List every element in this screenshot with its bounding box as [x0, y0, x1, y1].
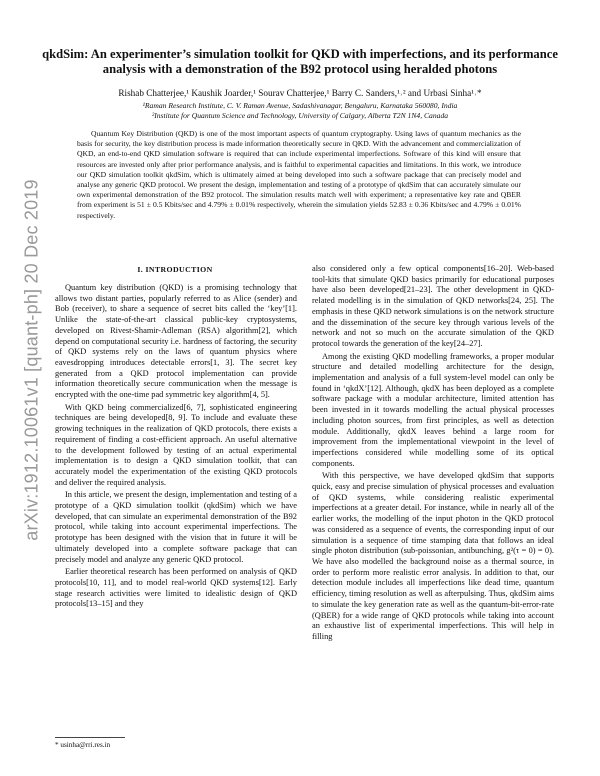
paragraph: Earlier theoretical research has been performed on analysis of QKD protocols[10, 11], and to model real-world QKD systems[12]. Early stage research activities were limited to idealistic design of QKD protocols[13–15] and they: [55, 567, 297, 609]
footnote-email[interactable]: * usinha@rri.res.in: [55, 741, 111, 749]
affiliations: [40, 101, 560, 121]
paragraph: Quantum key distribution (QKD) is a promising technology that allows two distant parties, popularly referred to as Alice (sender) and Bob (receiver), to share a sequence of secret bits called the ‘key’[1]. Unlike the state-of-the-art classical public-key cryptosystems, developed on Rivest-Shamir-Adleman (RSA) algorithm[2], which depend on computational security i.e. hardness of factoring, the security of QKD systems rely on the laws of quantum physics where eavesdropping introduces detectable errors[1, 3]. The secret key generated from a QKD protocol implementation can provide information theoretically secure communication when the message is encrypted with the one-time pad symmetric key algorithm[4, 5].: [55, 283, 297, 400]
arxiv-stamp: [12, 150, 52, 570]
paragraph: With QKD being commercialized[6, 7], sophisticated engineering techniques are being developed[8, 9]. To include and evaluate these growing techniques in the realization of QKD protocols, there exists a requirement of finding a cost-efficient approach. An useful alternative to the development followed by testing of an actual experimental implementation is to design a QKD simulation toolkit, that can accurately model the experimentation of the existing QKD protocols and deliver the required analysis.: [55, 402, 297, 487]
affiliation-1: ¹Raman Research Institute, C. V. Raman Avenue, Sadashivanagar, Bengaluru, Karnataka 560080, India: [142, 101, 458, 110]
affiliation-2: ²Institute for Quantum Science and Technology, University of Calgary, Alberta T2N 1N4, Canada: [151, 111, 449, 120]
arxiv-id: arXiv:1912.10061v1 [quant-ph] 20 Dec 2019: [21, 179, 42, 541]
footnote-rule: [55, 737, 125, 738]
paragraph: also considered only a few optical components[16–20]. Web-based tool-kits that simulate QKD basics primarily for educational purposes have also been developed[21–23]. The other development in QKD-related modelling is in the simulation of QKD networks[24, 25]. The emphasis in these QKD network simulations is on the network structure and the dissemination of the secure key through various levels of the network and not so much on the accurate simulation of the QKD protocol towards the generation of the key[24–27].: [312, 264, 554, 348]
paragraph: Among the existing QKD modelling frameworks, a proper modular structure and detailed modelling architecture for the design, implementation and analysis of a full system-level model can only be found in ‘qkdX’[12]. Although, qkdX has been deployed as a complete software package with a modular architecture, limited attention has been invested in it towards modelling the actual physical processes including photon sources, from first principles, as well as detection module. Additionally, qkdX leaves behind a large room for improvement from the implementational viewpoint in the level of imperfections considered while modelling some of its optical components.: [312, 351, 554, 468]
abstract: Quantum Key Distribution (QKD) is one of the most important aspects of quantum cryptography. Using laws of quantum mechanics as the basis for security, the key distribution process is made information theoretically secure in QKD. With the advancement and commercialization of QKD, an end-to-end QKD simulation software is required that can include experimental imperfections. Software of this kind will ensure that resources are invested only after prior performance analysis, and is faithful to experimental capacities and limitations. In this work, we introduce our QKD simulation toolkit qkdSim, which is ultimately aimed at being developed into such a software package that can precisely model and analyse any generic QKD protocol. We present the design, implementation and testing of a prototype of qkdSim that can accurately simulate our own experimental demonstration of the B92 protocol. The simulation results match well with experiment; a representative key rate and QBER from experiment is 51 ± 0.5 Kbits/sec and 4.79% ± 0.01% respectively, wherein the simulation yields 52.83 ± 0.36 Kbits/sec and 4.79% ± 0.01% respectively.: [77, 129, 521, 220]
author-list: Rishab Chatterjee,¹ Kaushik Joarder,¹ Sourav Chatterjee,¹ Barry C. Sanders,¹˒² and Urbasi Sinha¹˒*: [118, 88, 482, 98]
paragraph: In this article, we present the design, implementation and testing of a prototype of a QKD simulation toolkit (qkdSim) which we have developed, that can simulate an experimental demonstration of the B92 protocol, while taking into account experimental imperfections. The prototype has been designed with the vision that in future it will be ultimately developed into a complete software package that can precisely model and analyze any generic QKD protocol.: [55, 490, 297, 564]
paragraph: With this perspective, we have developed qkdSim that supports quick, easy and precise simulation of physical processes and evaluation of QKD systems, while considering realistic experimental imperfections at a greater detail. For instance, while in nearly all of the earlier works, the modelling of the input photon in the QKD protocol was considered as a sequence of events, the corresponding input of our simulation is a sequence of time stamping data that follows an ideal single photon distribution (sub-poissonian, antibunching, g²(τ = 0) = 0). We have also modelled the background noise as a thermal source, in order to perform more realistic error analysis. In addition to that, our detection module includes all imperfections like dead time, quantum efficiency, timing resolution as well as afterpulsing. Thus, qkdSim aims to simulate the key generation rate as well as the quantum-bit-error-rate (QBER) for a wide range of QKD protocols while taking into account an exhaustive list of experimental imperfections. This will help in filling: [312, 471, 554, 641]
right-column: [312, 264, 554, 645]
paper-title: qkdSim: An experimenter’s simulation toolkit for QKD with imperfections, and its performance analysis with a demonstration of the B92 protocol using heralded photons: [42, 47, 558, 76]
section-heading: I. INTRODUCTION: [137, 265, 213, 274]
left-column: [55, 283, 297, 612]
